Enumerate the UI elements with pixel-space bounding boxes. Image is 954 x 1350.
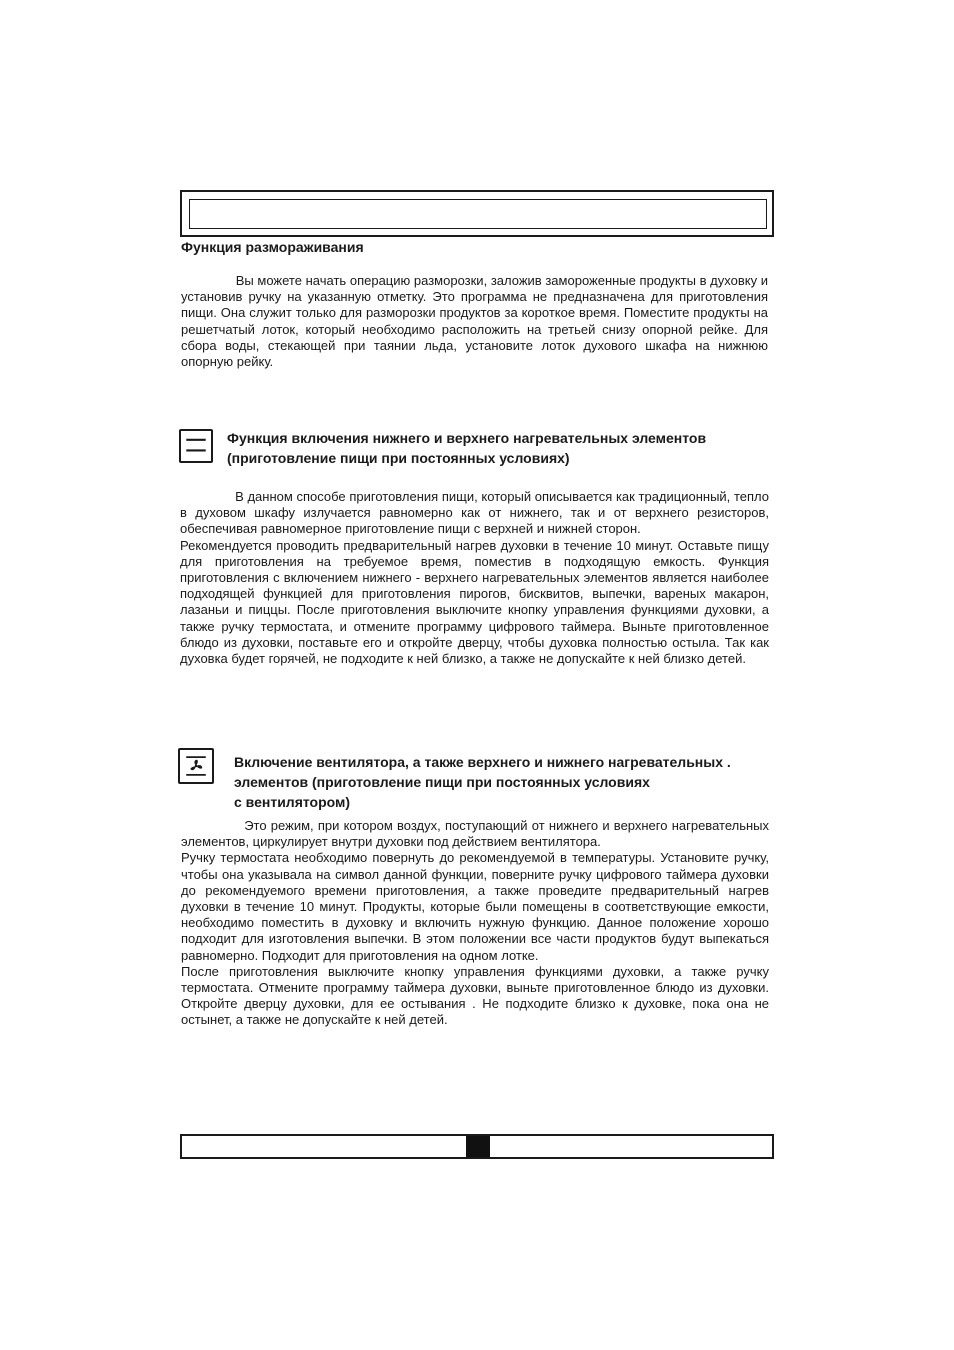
fan-title-line1: Включение вентилятора, а также верхнего и нижнего нагревательных . <box>234 754 731 770</box>
header-inner-frame <box>189 199 767 229</box>
top-bottom-heat-icon <box>179 429 213 463</box>
top-bottom-title-line2: (приготовление пищи при постоянных условиях) <box>227 450 570 466</box>
defrost-text: Вы можете начать операцию разморозки, заложив замороженные продукты в духовку и установив ручку на указанную отметку. Это программа не предназначена для приготовления пищи. Она служит только для разморозки продуктов за короткое время. Поместите продукты на решетчатый лоток, который необходимо расположить на третьей снизу опорной рейке. Для сбора воды, стекающей при таянии льда, установите лоток духового шкафа на нижнюю опорную рейку. <box>181 273 768 370</box>
fan-title-line3: с вентилятором) <box>234 794 351 810</box>
footer-frame <box>180 1134 774 1159</box>
top-bottom-title-line1: Функция включения нижнего и верхнего нагревательных элементов <box>227 430 707 446</box>
header-frame <box>180 190 774 237</box>
fan-text: Это режим, при котором воздух, поступающий от нижнего и верхнего нагревательных элементов, циркулирует внутри духовки под действием вентилятора. Ручку термостата необходимо повернуть до рекомендуемой в температуры. Установите ручку, чтобы она указывала на символ данной функции, поверните ручку цифрового таймера духовки до рекомендуемого времени приготовления, а также проведите предварительный нагрев духовки в течение 10 минут. Продукты, которые были помещены в соответствующие емкости, необходимо поместить в духовку и включить нужную функцию. Данное положение хорошо подходит для изготовления выпечки. В этом положении все части продуктов будут выпекаться равномерно. Подходит для приготовления на одном лотке. После приготовления выключите кнопку управления функциями духовки, а также ручку термостата. Отмените программу таймера духовки, выньте приготовленное блюдо из духовки. Откройте дверцу духовки, для ее остывания . Не подходите близко к духовке, пока она не остынет, а также не допускайте к ней детей. <box>181 818 769 1028</box>
fan-heat-icon <box>178 748 214 784</box>
top-bottom-title <box>227 428 787 468</box>
fan-title <box>234 752 779 812</box>
top-bottom-text: В данном способе приготовления пищи, который описывается как традиционный, тепло в духовом шкафу излучается равномерно как от нижнего, так и от верхнего резисторов, обеспечивая равномерное приготовление пищи с верхней и нижней сторон. Рекомендуется проводить предварительный нагрев духовки в течение 10 минут. Оставьте пищу для приготовления на требуемое время, поместив в подходящую емкость. Функция приготовления с включением нижнего - верхнего нагревательных элементов является наиболее подходящей функцией для приготовления пирогов, бисквитов, выпечки, вареных макарон, лазаньи и пиццы. После приготовления выключите кнопку управления функциями духовки, а также ручку термостата, и отмените программу цифрового таймера. Выньте приготовленное блюдо из духовки, поставьте его и откройте дверцу, чтобы духовка полностью остыла. Так как духовка будет горячей, не подходите к ней близко, а также не допускайте к ней близко детей. <box>180 489 769 667</box>
fan-title-line2: элементов (приготовление пищи при постоянных условиях <box>234 774 650 790</box>
defrost-title: Функция размораживания <box>181 239 364 255</box>
page-number-block <box>466 1136 490 1157</box>
